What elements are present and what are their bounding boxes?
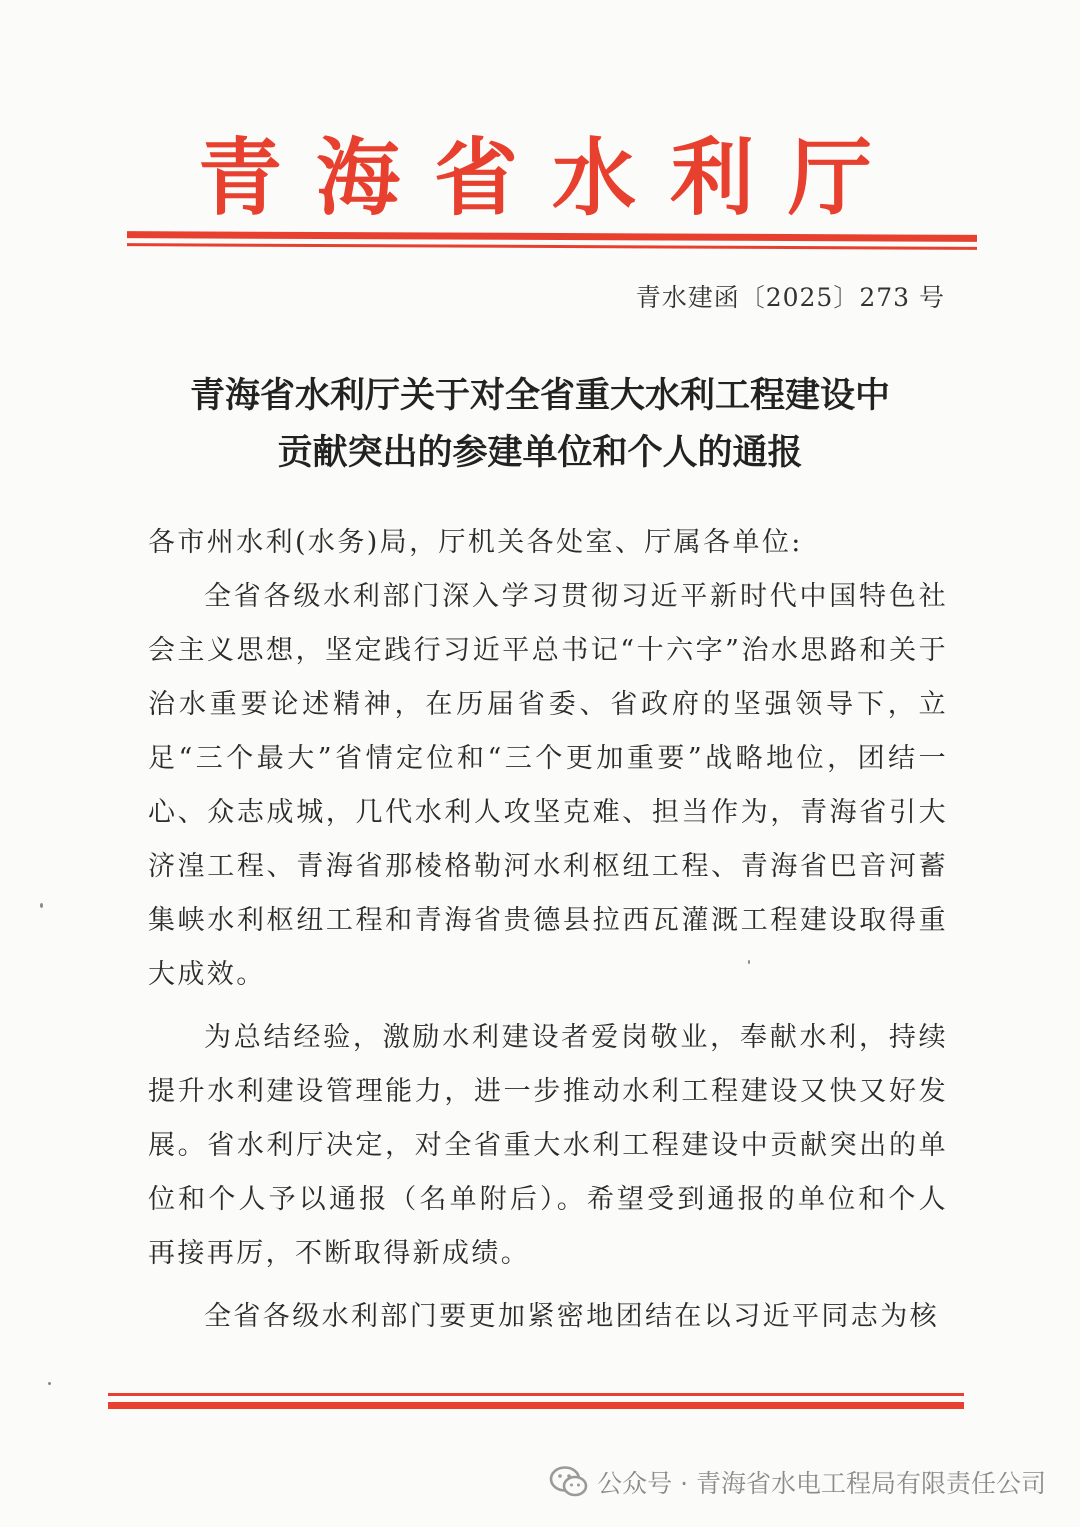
salutation: 各市州水利(水务)局，厅机关各处室、厅属各单位: <box>148 527 803 558</box>
document-title-line-2: 贡献突出的参建单位和个人的通报 <box>277 433 803 473</box>
document-number: 青水建函〔2025〕273 号 <box>635 283 945 312</box>
footer-rule-thick <box>108 1402 964 1409</box>
scan-speck <box>748 960 750 964</box>
wechat-icon <box>549 1465 589 1499</box>
document-title <box>100 368 980 482</box>
document-body <box>148 516 948 1344</box>
letterhead-rule-thin <box>127 243 977 250</box>
letterhead-title: 青海省水利厅 <box>197 129 906 227</box>
document-title-line-1: 青海省水利厅关于对全省重大水利工程建设中 <box>189 376 890 416</box>
paragraph-3: 全省各级水利部门要更加紧密地团结在以习近平同志为核 <box>204 1301 939 1332</box>
footer-watermark <box>549 1462 1046 1502</box>
letterhead-rule-thick <box>127 231 977 242</box>
paragraph-1: 全省各级水利部门深入学习贯彻习近平新时代中国特色社会主义思想，坚定践行习近平总书记“十六字”治水思路和关于治水重要论述精神，在历届省委、省政府的坚强领导下，立足“三个最大”省情定位和“三个更加重要”战略地位，团结一心、众志成城，几代水利人攻坚克难、担当作为，青海省引大济湟工程、青海省那棱格勒河水利枢纽工程、青海省巴音河蓄集峡水利枢纽工程和青海省贵德县拉西瓦灌溉工程建设取得重大成效。 <box>148 581 948 990</box>
scan-speck <box>40 903 43 908</box>
scan-speck <box>48 1382 51 1385</box>
footer-rule-thin <box>108 1393 964 1396</box>
watermark-text: 公众号 · 青海省水电工程局有限责任公司 <box>597 1469 1046 1498</box>
paragraph-2: 为总结经验，激励水利建设者爱岗敬业，奉献水利，持续提升水利建设管理能力，进一步推动水利工程建设又快又好发展。省水利厅决定，对全省重大水利工程建设中贡献突出的单位和个人予以通报（名单附后）。希望受到通报的单位和个人再接再厉，不断取得新成绩。 <box>148 1022 948 1269</box>
